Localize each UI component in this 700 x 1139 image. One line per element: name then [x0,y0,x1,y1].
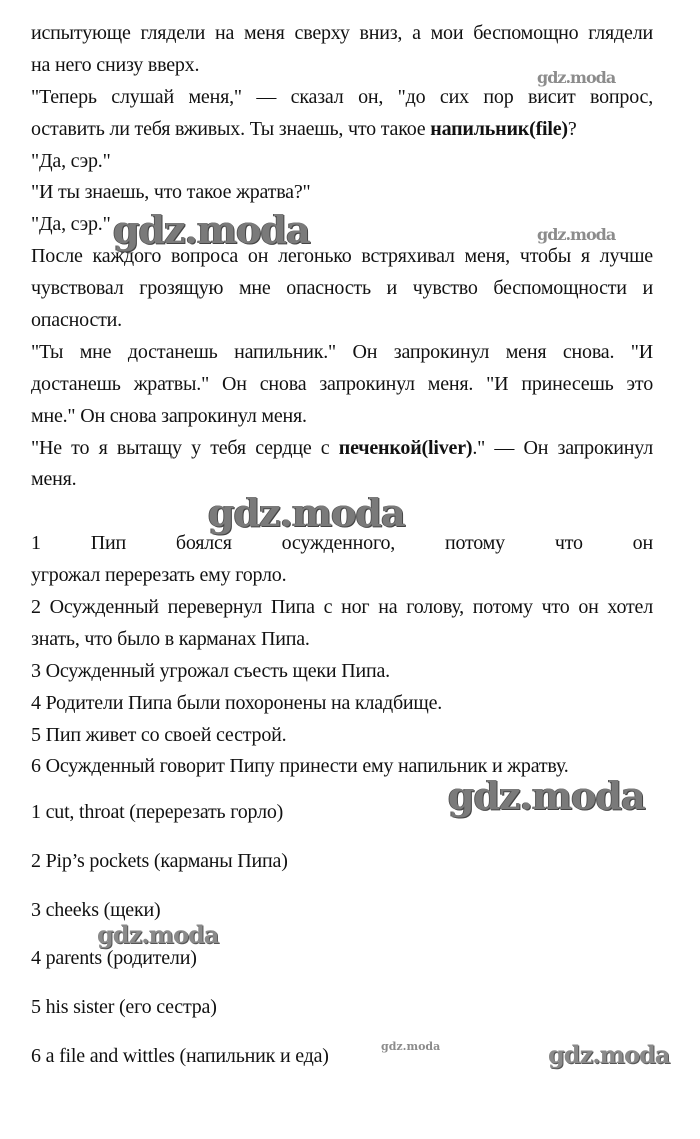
watermark: gdz.moda [208,490,405,535]
statement-line [31,560,653,592]
watermark: gdz.moda [537,68,616,87]
statement-line [31,592,653,624]
answer-item: 5 his sister (его сестра) [31,996,217,1019]
statements-list [31,528,653,783]
text-run: 4 Родители Пипа были похоронены на кладбище. [31,691,443,714]
text-line [31,305,653,337]
text-run: мне." Он снова запрокинул меня. [31,404,307,427]
text-run: 6 Осужденный говорит Пипу принести ему напильник и жратву. [31,755,569,778]
text-line [31,18,653,50]
answer-item: 6 a file and wittles (напильник и еда) [31,1044,329,1067]
watermark: gdz.moda [548,1040,670,1069]
bold-term: печенкой(liver) [338,436,473,459]
text-run: 1 Пип боялся осужденного, потому что он [31,532,653,555]
text-run: "Да, сэр." [31,149,111,172]
text-line [31,177,653,209]
text-run: на него снизу вверх. [31,53,200,76]
statement-line [31,624,653,656]
watermark: gdz.moda [97,920,219,949]
text-run: достанешь жратвы." Он снова запрокинул меня. "И принесешь это [31,372,653,395]
text-run: "И ты знаешь, что такое жратва?" [31,181,311,204]
text-run: "Да, сэр." [31,213,111,236]
answer-item: 3 cheeks (щеки) [31,898,161,921]
text-run: 2 Осужденный перевернул Пипа с ног на голову, потому что он хотел [31,596,653,619]
statement-line [31,720,653,752]
text-line [31,433,653,465]
text-run: чувствовал грозящую мне опасность и чувство беспомощности и [31,277,653,300]
text-run: испытующе глядели на меня сверху вниз, а мои беспомощно глядели [31,22,653,44]
watermark: gdz.moda [113,207,310,252]
text-line [31,146,653,178]
bold-term: напильник(file) [430,117,568,140]
text-run: "Не то я вытащу у тебя сердце с [31,436,339,459]
text-line [31,114,653,146]
text-run: опасности. [31,309,122,332]
answer-item: 4 parents (родители) [31,947,197,970]
watermark: gdz.moda [537,225,616,244]
text-run: ." — Он запрокинул [472,436,654,459]
text-run: знать, что было в карманах Пипа. [31,627,310,650]
story-text [31,18,653,496]
statement-line [31,656,653,688]
text-line [31,369,653,401]
text-run: 3 Осужденный угрожал съесть щеки Пипа. [31,659,390,682]
text-run: угрожал перерезать ему горло. [31,564,287,587]
watermark: gdz.moda [448,773,645,818]
statement-line [31,688,653,720]
watermark: gdz.moda [381,1040,441,1053]
answer-item: 2 Pip’s pockets (карманы Пипа) [31,849,288,872]
text-run: После каждого вопроса он легонько встряхивал меня, чтобы я лучше [31,245,653,268]
text-line [31,337,653,369]
text-run: оставить ли тебя вживых. Ты знаешь, что такое [31,117,431,140]
text-run: 5 Пип живет со своей сестрой. [31,723,287,746]
text-line [31,273,653,305]
text-line [31,401,653,433]
text-run: "Ты мне достанешь напильник." Он запрокинул меня снова. "И [31,340,653,363]
text-run: "Теперь слушай меня," — сказал он, "до сих пор висит вопрос, [31,85,653,108]
text-run: ? [567,117,577,140]
document-body [31,18,653,783]
text-run: меня. [31,468,77,491]
answer-item: 1 cut, throat (перерезать горло) [31,801,284,823]
